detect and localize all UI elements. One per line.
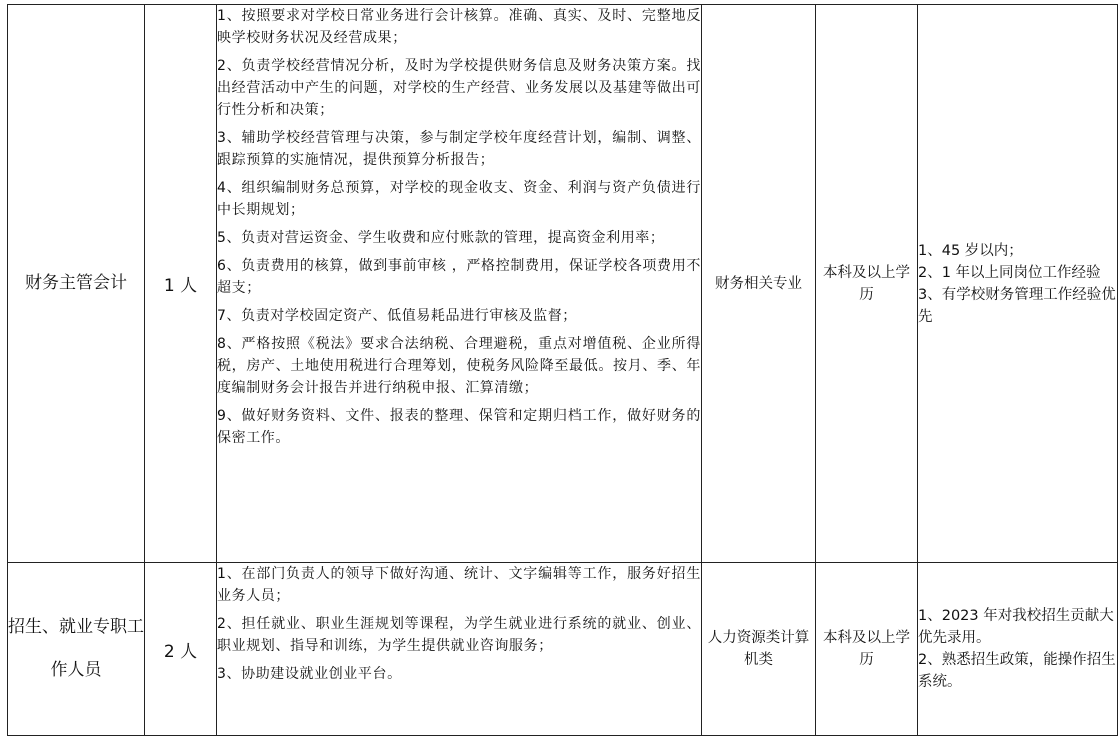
- duty-item: 9、做好财务资料、文件、报表的整理、保管和定期归档工作，做好财务的保密工作。: [217, 408, 701, 446]
- duty-item: 7、负责对学校固定资产、低值易耗品进行审核及监督；: [217, 308, 577, 324]
- requirement-item: 2、熟悉招生政策，能操作招生系统。: [918, 652, 1116, 690]
- major-cell: 财务相关专业: [702, 5, 816, 563]
- duties-cell: [217, 563, 702, 736]
- duty-item: 3、辅助学校经营管理与决策，参与制定学校年度经营计划，编制、调整、跟踪预算的实施情况，提供预算分析报告；: [217, 130, 701, 168]
- duty-item: 4、组织编制财务总预算，对学校的现金收支、资金、利润与资产负债进行中长期规划；: [217, 180, 701, 218]
- education-cell: 本科及以上学历: [816, 5, 918, 563]
- duty-item: 5、负责对营运资金、学生收费和应付账款的管理，提高资金利用率；: [217, 230, 665, 246]
- requirement-item: 3、有学校财务管理工作经验优先: [918, 286, 1116, 325]
- major-cell: 人力资源类计算机类: [702, 563, 816, 736]
- duty-item: 1、在部门负责人的领导下做好沟通、统计、文字编辑等工作，服务好招生业务人员；: [217, 566, 701, 604]
- duty-item: 8、严格按照《税法》要求合法纳税、合理避税，重点对增值税、企业所得税，房产、土地使用税进行合理筹划，使税务风险降至最低。按月、季、年度编制财务会计报告并进行纳税申报、汇算清缴；: [217, 336, 701, 396]
- education-cell: 本科及以上学历: [816, 563, 918, 736]
- position-cell: 财务主管会计: [8, 5, 145, 563]
- duty-item: 6、负责费用的核算，做到事前审核 ，严格控制费用，保证学校各项费用不超支；: [217, 258, 701, 296]
- position-cell: 招生、就业专职工作人员: [8, 563, 145, 736]
- requirement-item: 1、2023 年对我校招生贡献大优先录用。: [918, 608, 1114, 646]
- duty-item: 1、按照要求对学校日常业务进行会计核算。准确、真实、及时、完整地反映学校财务状况及经营成果；: [217, 8, 701, 46]
- duty-item: 2、担任就业、职业生涯规划等课程，为学生就业进行系统的就业、创业、职业规划、指导和训练，为学生提供就业咨询服务；: [217, 616, 701, 654]
- table-row: [8, 563, 1118, 736]
- table-row: [8, 5, 1118, 563]
- duties-cell: [217, 5, 702, 563]
- headcount-cell: 1 人: [145, 5, 217, 563]
- duty-item: 2、负责学校经营情况分析，及时为学校提供财务信息及财务决策方案。找出经营活动中产生的问题，对学校的生产经营、业务发展以及基建等做出可行性分析和决策；: [217, 58, 701, 118]
- headcount-cell: 2 人: [145, 563, 217, 736]
- requirements-cell: [918, 5, 1118, 563]
- job-table: [7, 4, 1118, 736]
- requirements-cell: [918, 563, 1118, 736]
- requirement-item: 2、1 年以上同岗位工作经验: [918, 264, 1101, 281]
- duty-item: 3、协助建设就业创业平台。: [217, 666, 402, 682]
- requirement-item: 1、45 岁以内；: [918, 242, 1023, 259]
